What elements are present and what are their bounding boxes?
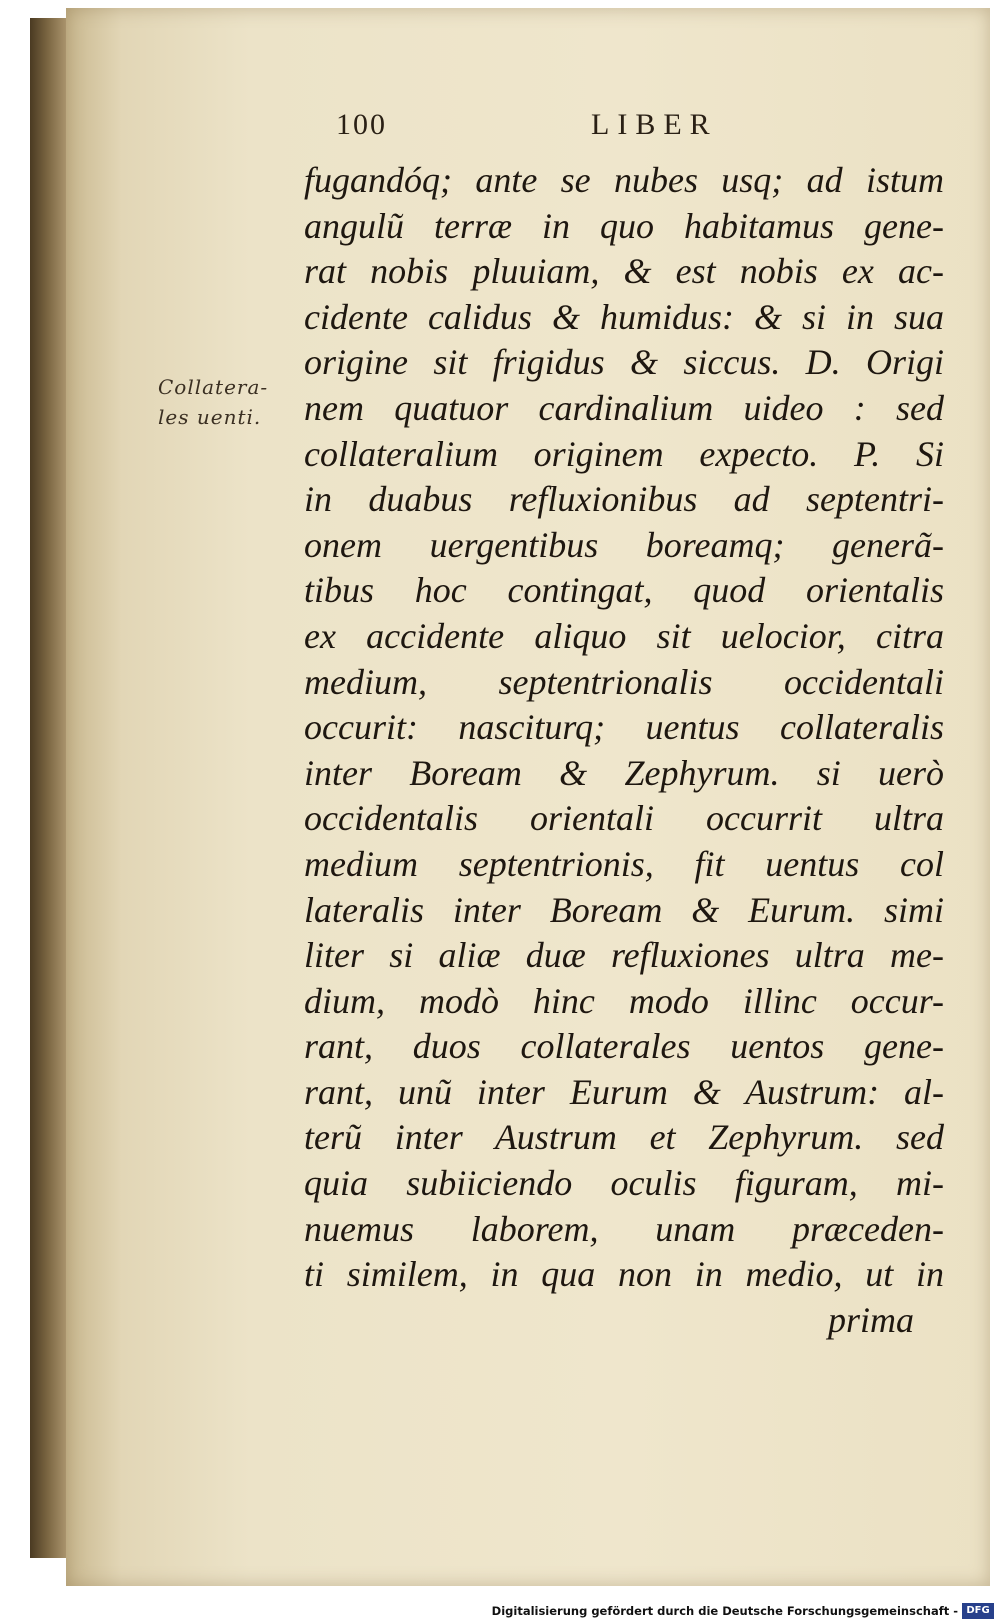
text-line: tibus hoc contingat, quod orientalis	[304, 570, 944, 611]
text-line: medium septentrionis, fit uentus col	[304, 843, 944, 884]
text-line: origine sit frigidus & siccus. D. Origi	[304, 342, 944, 383]
text-line: dium, modò hinc modo illinc occur-	[304, 980, 944, 1021]
running-title: LIBER	[591, 108, 718, 141]
text-line: terũ inter Austrum et Zephyrum. sed	[304, 1117, 944, 1158]
body-text	[304, 158, 944, 1343]
text-line: rant, unũ inter Eurum & Austrum: al-	[304, 1071, 944, 1112]
text-line: collateralium originem expecto. P. Si	[304, 433, 944, 474]
text-line: in duabus refluxionibus ad septentri-	[304, 479, 944, 520]
text-line: ti similem, in qua non in medio, ut in	[304, 1254, 944, 1295]
text-line: inter Boream & Zephyrum. si uerò	[304, 752, 944, 793]
running-head	[66, 108, 990, 148]
text-line: rant, duos collaterales uentos gene-	[304, 1026, 944, 1067]
text-line: fugandóq; ante se nubes usq; ad istum	[304, 160, 944, 200]
footer-bar	[0, 1600, 1000, 1624]
text-line: nuemus laborem, unam præceden-	[304, 1208, 944, 1249]
text-line: onem uergentibus boreamq; generã-	[304, 524, 944, 565]
text-line: occurit: nasciturq; uentus collateralis	[304, 707, 944, 748]
marginal-note-line: les uenti.	[158, 405, 262, 429]
marginal-note-line: Collatera-	[158, 375, 269, 399]
catchword: prima	[827, 1299, 914, 1340]
text-line: quia subiiciendo oculis figuram, mi-	[304, 1163, 944, 1204]
text-line: liter si aliæ duæ refluxiones ultra me-	[304, 935, 944, 976]
text-line: medium, septentrionalis occidentali	[304, 661, 944, 702]
page-number: 100	[336, 108, 387, 141]
text-line: angulũ terræ in quo habitamus gene-	[304, 205, 944, 246]
dfg-logo: DFG	[962, 1603, 994, 1619]
text-line: lateralis inter Boream & Eurum. simi	[304, 889, 944, 930]
text-line: nem quatuor cardinalium uideo : sed	[304, 387, 944, 428]
text-line: cidente calidus & humidus: & si in sua	[304, 296, 944, 337]
marginal-note	[158, 372, 298, 432]
book-page	[66, 8, 990, 1586]
text-line: rat nobis pluuiam, & est nobis ex ac-	[304, 251, 944, 292]
text-line: ex accidente aliquo sit uelocior, citra	[304, 615, 944, 656]
text-line: occidentalis orientali occurrit ultra	[304, 798, 944, 839]
footer-credit: Digitalisierung gefördert durch die Deutsche Forschungsgemeinschaft -	[491, 1604, 958, 1618]
